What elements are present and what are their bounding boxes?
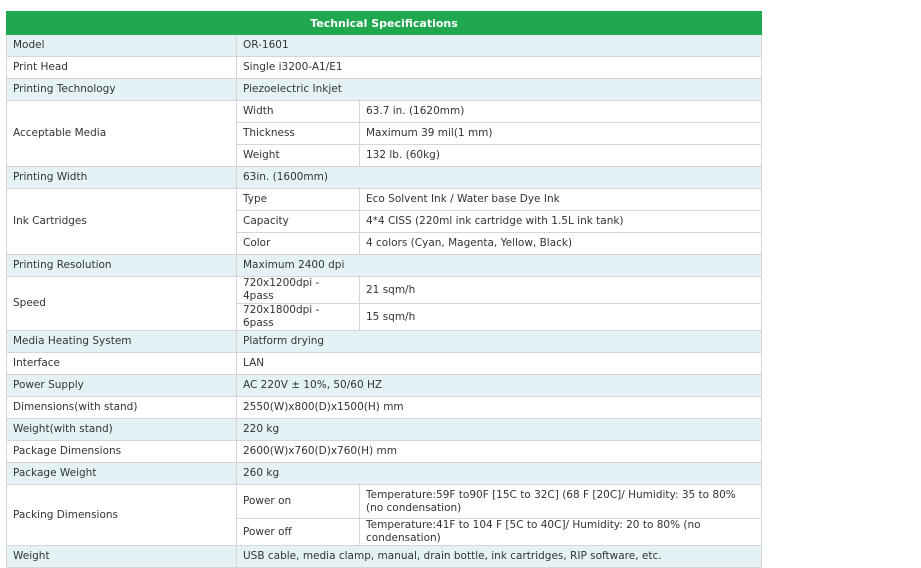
row-label: Power Supply: [7, 375, 237, 397]
row-value: 260 kg: [237, 463, 762, 485]
table-row: [7, 79, 762, 101]
row-label: Package Weight: [7, 463, 237, 485]
row-label: Packing Dimensions: [7, 485, 237, 546]
row-label: Weight(with stand): [7, 419, 237, 441]
row-label: Speed: [7, 277, 237, 331]
sub-value: Eco Solvent Ink / Water base Dye Ink: [360, 189, 762, 211]
table-row: [7, 57, 762, 79]
row-value: OR-1601: [237, 35, 762, 57]
table-row: [7, 353, 762, 375]
sub-label: Capacity: [237, 211, 360, 233]
row-value: USB cable, media clamp, manual, drain bottle, ink cartridges, RIP software, etc.: [237, 546, 762, 568]
table-row: [7, 277, 762, 304]
row-label: Interface: [7, 353, 237, 375]
sub-value: 15 sqm/h: [360, 304, 762, 331]
table-row: [7, 463, 762, 485]
sub-value: Temperature:41F to 104 F [5C to 40C]/ Humidity: 20 to 80% (no condensation): [360, 519, 762, 546]
table-row: [7, 255, 762, 277]
row-label: Ink Cartridges: [7, 189, 237, 255]
row-value: 220 kg: [237, 419, 762, 441]
table-row: [7, 375, 762, 397]
sub-value: Temperature:59F to90F [15C to 32C] (68 F [20C]/ Humidity: 35 to 80% (no condensation): [360, 485, 762, 519]
table-row: [7, 419, 762, 441]
row-value: Single i3200-A1/E1: [237, 57, 762, 79]
table-row: [7, 546, 762, 568]
table-row: [7, 35, 762, 57]
row-label: Printing Resolution: [7, 255, 237, 277]
row-label: Printing Technology: [7, 79, 237, 101]
row-label: Dimensions(with stand): [7, 397, 237, 419]
sub-label: 720x1200dpi - 4pass: [237, 277, 360, 304]
table-row: [7, 441, 762, 463]
sub-value: 63.7 in. (1620mm): [360, 101, 762, 123]
table-row: [7, 485, 762, 519]
sub-value: Maximum 39 mil(1 mm): [360, 123, 762, 145]
row-value: 2550(W)x800(D)x1500(H) mm: [237, 397, 762, 419]
sub-value: 4 colors (Cyan, Magenta, Yellow, Black): [360, 233, 762, 255]
row-label: Model: [7, 35, 237, 57]
sub-label: Color: [237, 233, 360, 255]
sub-value: 21 sqm/h: [360, 277, 762, 304]
row-value: Maximum 2400 dpi: [237, 255, 762, 277]
row-value: Piezoelectric Inkjet: [237, 79, 762, 101]
table-row: [7, 189, 762, 211]
row-label: Package Dimensions: [7, 441, 237, 463]
sub-value: 4*4 CISS (220ml ink cartridge with 1.5L ink tank): [360, 211, 762, 233]
table-row: [7, 101, 762, 123]
table-title: Technical Specifications: [7, 12, 762, 35]
row-label: Weight: [7, 546, 237, 568]
sub-label: Power on: [237, 485, 360, 519]
row-label: Media Heating System: [7, 331, 237, 353]
sub-label: Weight: [237, 145, 360, 167]
row-value: AC 220V ± 10%, 50/60 HZ: [237, 375, 762, 397]
sub-label: Power off: [237, 519, 360, 546]
row-value: 63in. (1600mm): [237, 167, 762, 189]
table-row: [7, 331, 762, 353]
row-label: Print Head: [7, 57, 237, 79]
row-value: Platform drying: [237, 331, 762, 353]
row-label: Acceptable Media: [7, 101, 237, 167]
sub-label: 720x1800dpi - 6pass: [237, 304, 360, 331]
row-value: 2600(W)x760(D)x760(H) mm: [237, 441, 762, 463]
table-row: [7, 397, 762, 419]
sub-label: Width: [237, 101, 360, 123]
row-label: Printing Width: [7, 167, 237, 189]
row-value: LAN: [237, 353, 762, 375]
specs-table: [6, 11, 762, 568]
sub-label: Thickness: [237, 123, 360, 145]
sub-label: Type: [237, 189, 360, 211]
sub-value: 132 lb. (60kg): [360, 145, 762, 167]
table-row: [7, 167, 762, 189]
